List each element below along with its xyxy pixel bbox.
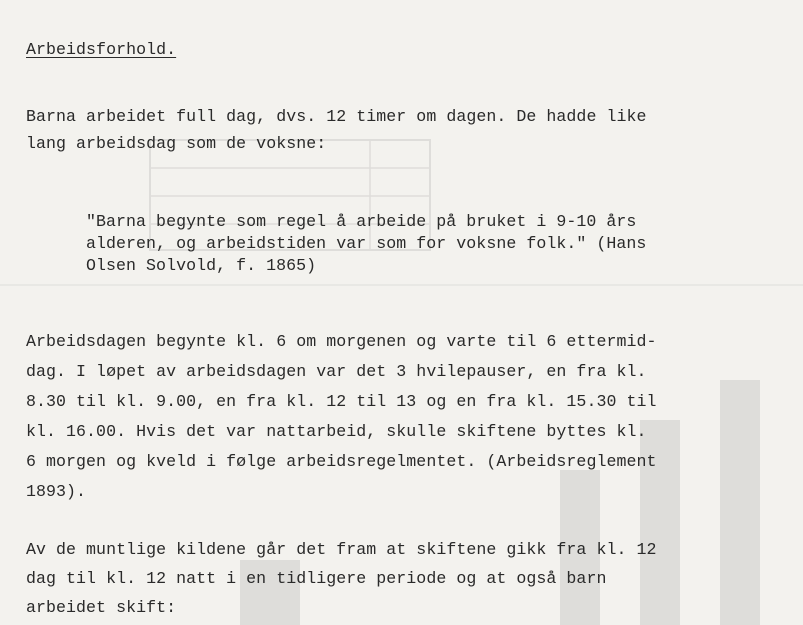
quote-line: "Barna begynte som regel å arbeide på bruket i 9-10 års bbox=[86, 212, 637, 231]
text-line: dag til kl. 12 natt i en tidligere periode og at også barn bbox=[26, 569, 607, 588]
paragraph-intro bbox=[26, 103, 786, 157]
quote-line: Olsen Solvold, f. 1865) bbox=[86, 256, 317, 275]
text-line: arbeidet skift: bbox=[26, 598, 177, 617]
text-line: 8.30 til kl. 9.00, en fra kl. 12 til 13 og en fra kl. 15.30 til bbox=[26, 392, 657, 411]
text-line: 1893). bbox=[26, 482, 87, 501]
quote-line: alderen, og arbeidstiden var som for voksne folk." (Hans bbox=[86, 234, 647, 253]
text-line: 6 morgen og kveld i følge arbeidsregelmentet. (Arbeidsreglement bbox=[26, 452, 657, 471]
text-line: lang arbeidsdag som de voksne: bbox=[26, 134, 327, 153]
text-line: Av de muntlige kildene går det fram at skiftene gikk fra kl. 12 bbox=[26, 540, 657, 559]
block-quote bbox=[86, 211, 803, 277]
paragraph-oral-sources bbox=[26, 535, 786, 622]
text-line: Arbeidsdagen begynte kl. 6 om morgenen og varte til 6 ettermid- bbox=[26, 332, 657, 351]
text-line: Barna arbeidet full dag, dvs. 12 timer om dagen. De hadde like bbox=[26, 107, 647, 126]
section-heading: Arbeidsforhold. bbox=[26, 40, 177, 59]
text-line: dag. I løpet av arbeidsdagen var det 3 hvilepauser, en fra kl. bbox=[26, 362, 647, 381]
paragraph-working-hours bbox=[26, 327, 786, 507]
text-line: kl. 16.00. Hvis det var nattarbeid, skulle skiftene byttes kl. bbox=[26, 422, 647, 441]
